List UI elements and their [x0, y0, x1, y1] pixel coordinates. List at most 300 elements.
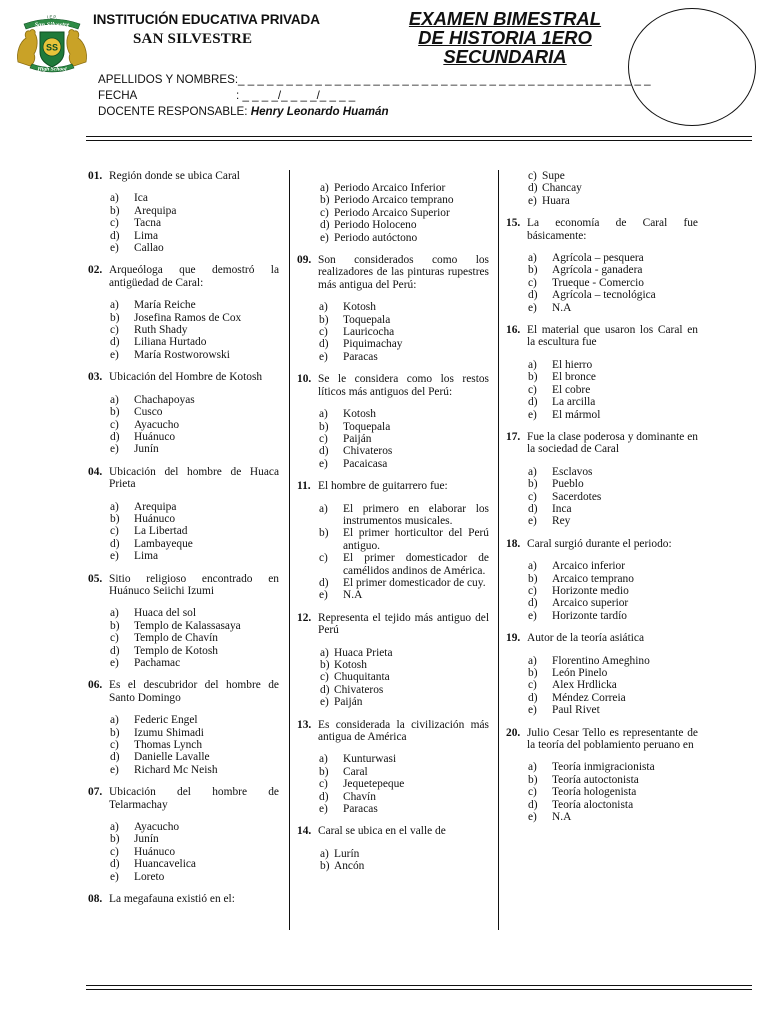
option-item[interactable] — [319, 301, 489, 313]
option-text: Chivateros — [343, 445, 393, 458]
option-text: Ayacucho — [134, 418, 180, 431]
option-letter: d) — [528, 597, 538, 610]
question-text: Es el descubridor del hombre de Santo Domingo — [109, 679, 279, 704]
option-item[interactable] — [110, 394, 279, 406]
option-text: Toquepala — [343, 313, 391, 326]
option-item[interactable] — [528, 396, 698, 408]
option-text: Loreto — [134, 870, 165, 883]
option-item[interactable] — [528, 371, 698, 383]
option-letter: e) — [320, 231, 329, 244]
option-text: Horizonte tardío — [552, 609, 627, 622]
options-list — [506, 761, 698, 823]
option-item[interactable] — [110, 192, 279, 204]
option-item[interactable] — [528, 667, 698, 679]
option-text: Templo de Chavín — [134, 632, 218, 645]
option-item[interactable] — [110, 833, 279, 845]
option-letter: a) — [528, 761, 537, 774]
options-list — [88, 394, 279, 456]
question-text: Ubicación del hombre de Telarmachay — [109, 786, 279, 811]
option-item[interactable] — [110, 336, 279, 348]
option-letter: a) — [528, 560, 537, 573]
option-letter: d) — [528, 691, 538, 704]
teacher-name: Henry Leonardo Huamán — [247, 105, 389, 118]
school-name: SAN SILVESTRE — [133, 31, 253, 47]
option-letter: c) — [110, 324, 119, 337]
option-item[interactable] — [528, 704, 698, 716]
option-item[interactable] — [320, 232, 489, 244]
options-list — [506, 252, 698, 314]
option-letter: d) — [110, 751, 120, 764]
option-item[interactable] — [110, 443, 279, 455]
option-letter: c) — [110, 525, 119, 538]
option-text: El primero en elaborar los instrumentos musicales. — [343, 502, 489, 527]
question-number: 17. — [506, 430, 521, 443]
question-text: Se le considera como los restos líticos más antiguos del Perú: — [318, 373, 489, 398]
options-list — [88, 299, 279, 361]
option-letter: a) — [110, 192, 119, 205]
option-item[interactable] — [110, 406, 279, 418]
option-letter: a) — [528, 358, 537, 371]
option-text: María Reiche — [134, 299, 196, 312]
question-number: 20. — [506, 726, 521, 739]
options-list — [506, 466, 698, 528]
option-text: Periodo Holoceno — [334, 219, 417, 232]
footer-rule-top — [86, 985, 752, 986]
option-letter: a) — [110, 299, 119, 312]
options-list — [506, 359, 698, 421]
option-text: Chancay — [542, 182, 582, 195]
option-item[interactable] — [528, 597, 698, 609]
option-letter: c) — [528, 786, 537, 799]
option-text: El primer domesticador de cuy. — [343, 576, 486, 589]
option-text: Kunturwasi — [343, 753, 397, 766]
svg-text:I.E.P.: I.E.P. — [47, 14, 57, 20]
option-letter: a) — [320, 182, 329, 194]
option-item[interactable] — [528, 195, 698, 207]
option-item[interactable] — [110, 299, 279, 311]
option-item[interactable] — [528, 409, 698, 421]
option-letter: d) — [319, 790, 329, 803]
date-field[interactable]: : _ _ _ _/_ _ _ _/_ _ _ _ — [236, 89, 356, 102]
option-item[interactable] — [320, 684, 489, 696]
option-item[interactable] — [319, 421, 489, 433]
options-list — [506, 170, 698, 207]
option-letter: a) — [320, 847, 329, 860]
option-text: Teoría autoctonista — [552, 773, 639, 786]
option-item[interactable] — [319, 503, 489, 528]
option-item[interactable] — [319, 445, 489, 457]
option-letter: d) — [528, 182, 538, 195]
option-letter: c) — [110, 632, 119, 645]
option-item[interactable] — [320, 182, 489, 194]
question-number: 06. — [88, 679, 103, 692]
option-letter: b) — [528, 572, 538, 585]
question-2 — [88, 264, 279, 289]
option-item[interactable] — [319, 338, 489, 350]
question-7 — [88, 786, 279, 811]
option-item[interactable] — [110, 419, 279, 431]
option-item[interactable] — [528, 503, 698, 515]
option-item[interactable] — [319, 326, 489, 338]
option-letter: e) — [528, 609, 537, 622]
option-text: Callao — [134, 242, 164, 255]
option-letter: b) — [320, 659, 330, 671]
option-text: Periodo autóctono — [334, 231, 418, 244]
option-text: María Rostworowski — [134, 348, 230, 361]
option-item[interactable] — [110, 242, 279, 254]
question-18 — [506, 538, 698, 550]
option-item[interactable] — [110, 431, 279, 443]
question-number: 19. — [506, 632, 521, 645]
option-letter: d) — [528, 502, 538, 515]
option-text: Alex Hrdlicka — [552, 679, 617, 692]
option-letter: c) — [319, 326, 328, 339]
option-text: Huánuco — [134, 845, 176, 858]
option-text: Huánuco — [134, 512, 176, 525]
option-letter: e) — [110, 242, 119, 255]
option-item[interactable] — [528, 170, 698, 182]
question-text: Caral se ubica en el valle de — [318, 825, 446, 838]
option-item[interactable] — [528, 774, 698, 786]
options-list — [506, 655, 698, 717]
question-text: Es considerada la civilización más antigua de América — [318, 718, 489, 744]
question-number: 11. — [297, 480, 311, 493]
option-letter: e) — [110, 763, 119, 776]
question-6 — [88, 679, 279, 704]
option-letter: a) — [319, 753, 328, 766]
option-item[interactable] — [319, 778, 489, 790]
question-14 — [297, 825, 489, 837]
option-item[interactable] — [528, 289, 698, 301]
option-item[interactable] — [528, 585, 698, 597]
option-letter: d) — [320, 219, 330, 232]
option-text: El primer domesticador de camélidos andinos de América. — [343, 552, 489, 577]
option-letter: b) — [110, 726, 120, 739]
option-text: Liliana Hurtado — [134, 336, 207, 349]
option-text: Agrícola – pesquera — [552, 252, 644, 265]
option-letter: d) — [528, 798, 538, 811]
option-letter: a) — [110, 821, 119, 834]
option-letter: e) — [528, 408, 537, 421]
option-text: N.A — [552, 301, 572, 314]
option-item[interactable] — [528, 359, 698, 371]
question-17 — [506, 431, 698, 456]
option-text: Méndez Correia — [552, 691, 626, 704]
photo-placeholder — [628, 8, 756, 126]
option-item[interactable] — [319, 433, 489, 445]
option-item[interactable] — [110, 871, 279, 883]
option-item[interactable] — [320, 207, 489, 219]
option-text: Cusco — [134, 406, 163, 419]
option-item[interactable] — [110, 727, 279, 739]
option-item[interactable] — [320, 194, 489, 206]
option-text: Piquimachay — [343, 338, 403, 351]
option-item[interactable] — [528, 655, 698, 667]
option-text: Arcaico inferior — [552, 560, 626, 573]
option-item[interactable] — [320, 659, 489, 671]
option-text: Ruth Shady — [134, 324, 188, 337]
option-letter: e) — [528, 811, 537, 824]
option-item[interactable] — [528, 182, 698, 194]
option-text: Arequipa — [134, 204, 177, 217]
option-text: Horizonte medio — [552, 584, 629, 597]
option-letter: a) — [110, 500, 119, 513]
student-name-label: APELLIDOS Y NOMBRES: — [98, 73, 239, 86]
question-number: 02. — [88, 264, 103, 277]
option-item[interactable] — [319, 791, 489, 803]
question-number: 01. — [88, 170, 103, 182]
options-list — [88, 714, 279, 776]
option-text: Jequetepeque — [343, 778, 405, 791]
question-4 — [88, 466, 279, 491]
option-item[interactable] — [110, 821, 279, 833]
option-text: Arcaico temprano — [552, 572, 634, 585]
question-text: La economía de Caral fue básicamente: — [527, 217, 698, 242]
option-item[interactable] — [319, 458, 489, 470]
option-letter: e) — [110, 870, 119, 883]
question-number: 08. — [88, 893, 103, 906]
option-letter: e) — [110, 348, 119, 361]
question-1 — [88, 170, 279, 182]
option-item[interactable] — [320, 647, 489, 659]
option-letter: b) — [319, 527, 329, 540]
option-letter: e) — [319, 457, 328, 470]
option-item[interactable] — [528, 679, 698, 691]
option-item[interactable] — [528, 302, 698, 314]
option-item[interactable] — [110, 217, 279, 229]
option-item[interactable] — [528, 573, 698, 585]
options-list — [88, 607, 279, 669]
option-text: Periodo Arcaico Superior — [334, 206, 450, 219]
option-item[interactable] — [110, 657, 279, 669]
option-letter: b) — [528, 667, 538, 679]
option-text: Caral — [343, 765, 368, 778]
option-letter: e) — [319, 589, 328, 602]
option-item[interactable] — [528, 610, 698, 622]
question-number: 10. — [297, 373, 312, 386]
option-letter: b) — [110, 619, 120, 632]
option-item[interactable] — [110, 205, 279, 217]
option-letter: b) — [319, 313, 329, 326]
option-letter: a) — [110, 607, 119, 620]
option-text: Junín — [134, 833, 159, 846]
question-number: 03. — [88, 371, 103, 384]
option-text: Lauricocha — [343, 326, 395, 339]
option-item[interactable] — [110, 858, 279, 870]
option-letter: e) — [110, 657, 119, 669]
option-item[interactable] — [319, 408, 489, 420]
option-item[interactable] — [319, 577, 489, 589]
question-3 — [88, 371, 279, 383]
question-8 — [88, 893, 279, 905]
option-letter: a) — [528, 465, 537, 478]
option-item[interactable] — [528, 466, 698, 478]
question-text: Caral surgió durante el periodo: — [527, 537, 672, 550]
option-letter: c) — [110, 418, 119, 431]
school-logo — [14, 14, 90, 76]
option-item[interactable] — [320, 671, 489, 683]
question-number: 07. — [88, 786, 103, 799]
option-text: Ica — [134, 192, 148, 205]
question-13 — [297, 719, 489, 744]
option-item[interactable] — [319, 766, 489, 778]
option-item[interactable] — [528, 277, 698, 289]
option-item[interactable] — [110, 513, 279, 525]
option-text: Tacna — [134, 217, 162, 230]
option-text: El primer horticultor del Perú antiguo. — [343, 527, 489, 552]
option-letter: c) — [319, 432, 328, 445]
question-10 — [297, 373, 489, 398]
option-item[interactable] — [110, 632, 279, 644]
option-text: Teoría hologenista — [552, 786, 637, 799]
question-15 — [506, 217, 698, 242]
svg-text:High School: High School — [37, 66, 67, 73]
option-text: El mármol — [552, 408, 601, 421]
option-item[interactable] — [110, 645, 279, 657]
option-item[interactable] — [110, 739, 279, 751]
option-item[interactable] — [528, 786, 698, 798]
question-20 — [506, 727, 698, 752]
option-letter: b) — [319, 765, 329, 778]
option-item[interactable] — [110, 538, 279, 550]
option-letter: c) — [320, 671, 329, 684]
question-number: 13. — [297, 718, 312, 731]
option-text: Huaca del sol — [134, 607, 196, 620]
option-letter: a) — [319, 502, 328, 515]
option-item[interactable] — [319, 351, 489, 363]
option-item[interactable] — [319, 314, 489, 326]
option-letter: b) — [110, 833, 120, 846]
option-text: Pachamac — [134, 657, 181, 669]
option-item[interactable] — [110, 349, 279, 361]
date-label: FECHA — [98, 89, 138, 102]
option-item[interactable] — [110, 501, 279, 513]
option-text: Periodo Arcaico temprano — [334, 194, 454, 207]
option-item[interactable] — [528, 761, 698, 773]
option-item[interactable] — [528, 491, 698, 503]
question-text: Representa el tejido más antiguo del Perú — [318, 611, 489, 637]
option-item[interactable] — [528, 384, 698, 396]
option-text: Federic Engel — [134, 714, 198, 727]
option-text: Teoría inmigracionista — [552, 761, 655, 774]
question-number: 05. — [88, 572, 103, 585]
option-item[interactable] — [528, 560, 698, 572]
option-item[interactable] — [319, 753, 489, 765]
option-letter: c) — [528, 170, 537, 182]
option-item[interactable] — [528, 515, 698, 527]
option-text: Izumu Shimadi — [134, 726, 204, 739]
option-text: Ancón — [334, 860, 365, 873]
option-text: Agrícola – tecnológica — [552, 289, 656, 302]
question-number: 09. — [297, 254, 312, 267]
option-item[interactable] — [528, 799, 698, 811]
question-12 — [297, 612, 489, 637]
option-letter: c) — [528, 276, 537, 289]
options-list — [88, 821, 279, 883]
option-letter: b) — [319, 420, 329, 433]
option-text: La arcilla — [552, 396, 596, 409]
option-letter: c) — [320, 206, 329, 219]
option-letter: d) — [110, 336, 120, 349]
option-item[interactable] — [319, 589, 489, 601]
option-text: Huaca Prieta — [334, 646, 393, 659]
question-number: 04. — [88, 465, 103, 478]
option-item[interactable] — [528, 264, 698, 276]
option-item[interactable] — [320, 219, 489, 231]
option-item[interactable] — [319, 803, 489, 815]
option-item[interactable] — [528, 692, 698, 704]
option-item[interactable] — [320, 696, 489, 708]
option-text: El hierro — [552, 358, 593, 371]
option-letter: a) — [528, 654, 537, 667]
option-text: Sacerdotes — [552, 490, 602, 503]
option-text: Lima — [134, 550, 159, 563]
option-letter: d) — [110, 858, 120, 871]
option-item[interactable] — [110, 764, 279, 776]
option-text: Richard Mc Neish — [134, 763, 218, 776]
option-letter: b) — [110, 512, 120, 525]
option-item[interactable] — [110, 230, 279, 242]
option-item[interactable] — [528, 478, 698, 490]
option-item[interactable] — [110, 607, 279, 619]
option-text: Inca — [552, 502, 572, 515]
option-letter: b) — [110, 204, 120, 217]
option-item[interactable] — [528, 252, 698, 264]
option-text: N.A — [343, 589, 363, 602]
option-item[interactable] — [110, 324, 279, 336]
option-item[interactable] — [110, 525, 279, 537]
option-item[interactable] — [320, 860, 489, 872]
option-text: Kotosh — [343, 408, 376, 421]
teacher-row — [98, 105, 389, 118]
option-letter: a) — [320, 646, 329, 659]
option-item[interactable] — [110, 714, 279, 726]
option-item[interactable] — [110, 846, 279, 858]
student-name-field[interactable]: _ _ _ _ _ _ _ _ _ _ _ _ _ _ _ _ _ _ _ _ _ _ _ _ _ _ _ _ _ _ _ _ _ _ _ _ _ _ _ _ _ _ _ — [238, 73, 651, 86]
question-number: 14. — [297, 825, 312, 838]
option-item[interactable] — [110, 751, 279, 763]
option-text: León Pinelo — [552, 667, 608, 679]
question-19 — [506, 632, 698, 644]
option-text: Paracas — [343, 803, 378, 816]
option-item[interactable] — [320, 848, 489, 860]
option-letter: c) — [528, 679, 537, 692]
option-item[interactable] — [319, 527, 489, 552]
option-letter: e) — [319, 803, 328, 816]
option-letter: d) — [110, 644, 120, 657]
option-letter: e) — [528, 301, 537, 314]
question-text: Región donde se ubica Caral — [109, 170, 240, 182]
date-row — [98, 89, 355, 102]
option-item[interactable] — [110, 312, 279, 324]
options-list — [297, 503, 489, 602]
option-text: Lambayeque — [134, 537, 193, 550]
option-text: Paul Rivet — [552, 704, 600, 717]
option-text: Paracas — [343, 350, 378, 363]
option-item[interactable] — [110, 620, 279, 632]
question-text: La megafauna existió en el: — [109, 893, 235, 906]
option-letter: c) — [110, 739, 119, 752]
option-item[interactable] — [528, 811, 698, 823]
question-16 — [506, 324, 698, 349]
option-text: Trueque - Comercio — [552, 276, 644, 289]
option-letter: d) — [110, 229, 120, 242]
option-text: Chachapoyas — [134, 393, 195, 406]
column-divider-2 — [498, 170, 499, 930]
question-text: Ubicación del hombre de Huaca Prieta — [109, 465, 279, 491]
option-item[interactable] — [110, 550, 279, 562]
option-item[interactable] — [319, 552, 489, 577]
